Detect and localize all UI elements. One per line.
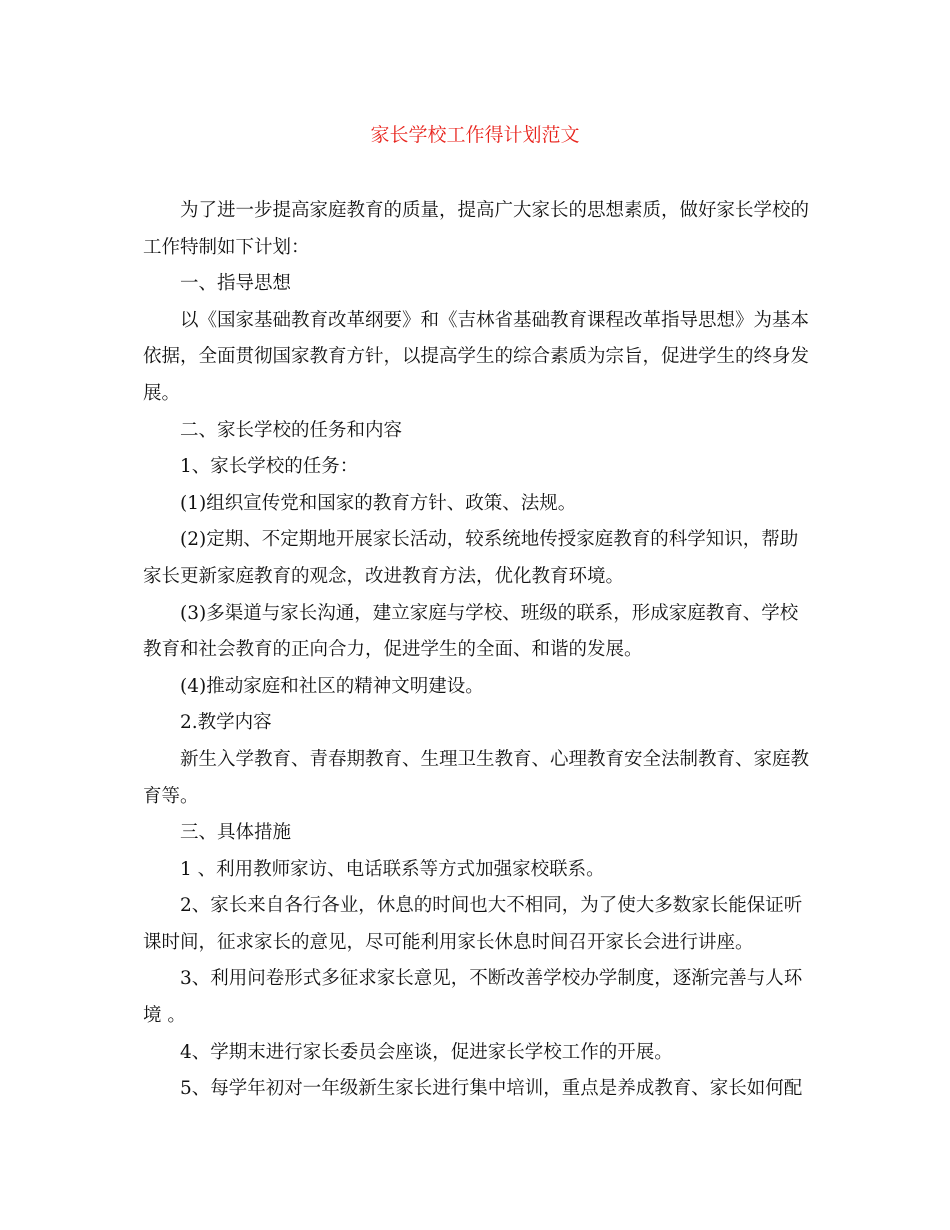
section-heading: 一、指导思想	[180, 273, 292, 295]
paragraph: 新生入学教育、青春期教育、生理卫生教育、心理教育安全法制教育、家庭教育等。	[143, 748, 810, 807]
list-item: 4、学期末进行家长委员会座谈，促进家长学校工作的开展。	[180, 1041, 673, 1063]
paragraph: 以《国家基础教育改革纲要》和《吉林省基础教育课程改革指导思想》为基本依据，全面贯彻国家教育方针，以提高学生的综合素质为宗旨，促进学生的终身发展。	[143, 309, 810, 404]
document-title: 家长学校工作得计划范文	[370, 124, 580, 146]
subsection-heading: 1、家长学校的任务：	[180, 456, 359, 478]
list-item: 1 、利用教师家访、电话联系等方式加强家校联系。	[180, 858, 605, 880]
section-heading: 二、家长学校的任务和内容	[180, 419, 403, 441]
list-item: 2、家长来自各行各业，休息的时间也大不相同，为了使大多数家长能保证听课时间，征求家长的意见，尽可能利用家长休息时间召开家长会进行讲座。	[143, 895, 803, 953]
paragraph: 为了进一步提高家庭教育的质量，提高广大家长的思想素质，做好家长学校的工作特制如下计划：	[143, 200, 810, 258]
section-heading: 三、具体措施	[180, 822, 292, 844]
list-item: 3、利用问卷形式多征求家长意见，不断改善学校办学制度，逐渐完善与人环境 。	[143, 968, 803, 1027]
list-item: (2)定期、不定期地开展家长活动，较系统地传授家庭教育的科学知识，帮助家长更新家庭教育的观念，改进教育方法，优化教育环境。	[143, 529, 799, 587]
list-item: (4)推动家庭和社区的精神文明建设。	[180, 675, 484, 697]
document-body	[143, 193, 811, 1108]
list-item: (1)组织宣传党和国家的教育方针、政策、法规。	[180, 492, 577, 514]
list-item: (3)多渠道与家长沟通，建立家庭与学校、班级的联系，形成家庭教育、学校教育和社会教育的正向合力，促进学生的全面、和谐的发展。	[143, 602, 799, 661]
list-item: 5、每学年初对一年级新生家长进行集中培训，重点是养成教育、家长如何配	[180, 1078, 803, 1100]
subsection-heading: 2.教学内容	[180, 712, 272, 734]
